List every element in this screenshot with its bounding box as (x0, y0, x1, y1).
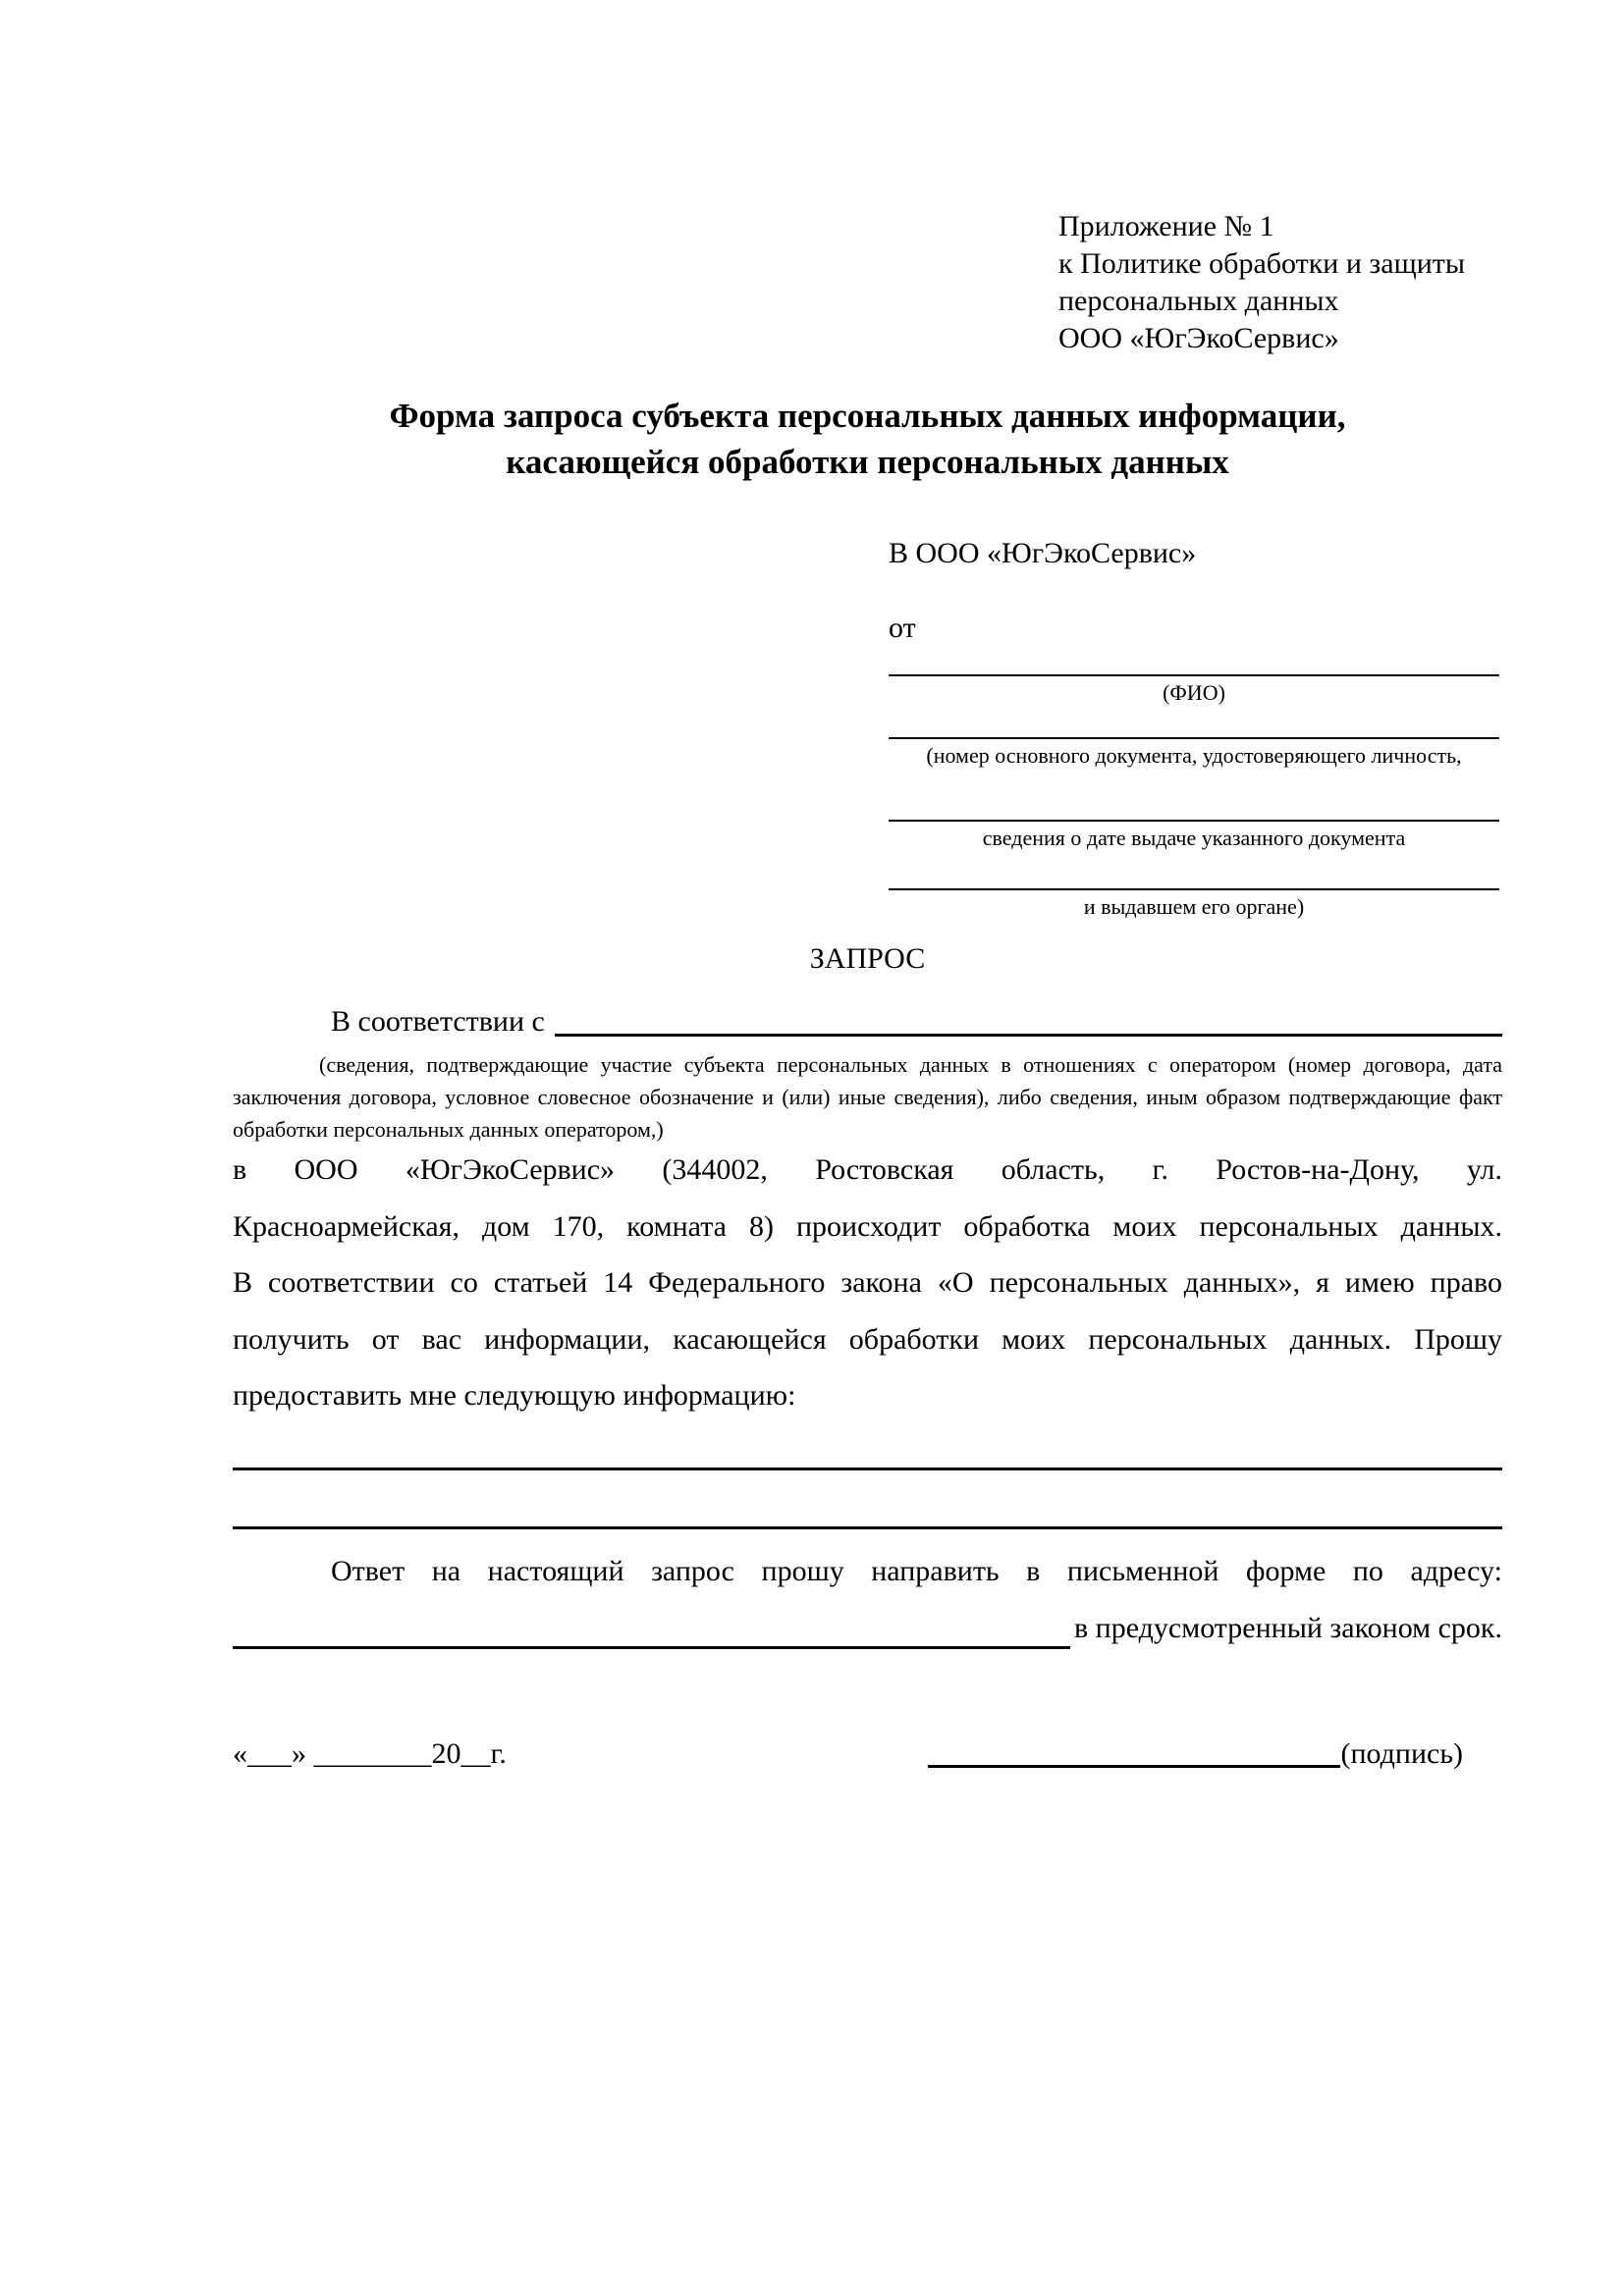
info-blank-line-1[interactable] (233, 1432, 1502, 1470)
answer-paragraph (233, 1543, 1502, 1656)
row-spacer (507, 1734, 929, 1775)
issue-date-caption: сведения о дате выдаче указанного документа (982, 826, 1406, 850)
issuing-authority-caption: и выдавшем его органе) (1083, 894, 1305, 919)
accordance-note (233, 1048, 1502, 1146)
body-line: в ООО «ЮгЭкоСервис» (344002, Ростовская область, г. Ростов-на-Дону, ул. (233, 1153, 1502, 1186)
note-line: заключения договора, условное словесное обозначение и (или) иные сведения), либо сведения, иным образом подтверждающие факт (233, 1085, 1502, 1109)
note-line: (сведения, подтверждающие участие субъекта персональных данных в отношениях с оператором (номер договора, дата (319, 1052, 1502, 1077)
answer-request-line: Ответ на настоящий запрос прошу направить в письменной форме по адресу: (331, 1555, 1502, 1587)
date-signature-row (233, 1734, 1463, 1775)
paragraph-indent (233, 1003, 331, 1041)
appendix-line: к Политике обработки и защиты (1058, 247, 1466, 280)
appendix-block (1058, 208, 1465, 357)
info-blank-line-2[interactable] (233, 1491, 1502, 1529)
doc-number-caption: (номер основного документа, удостоверяющего личность, (926, 743, 1462, 768)
accordance-fill-line[interactable] (555, 1003, 1502, 1037)
document-title (233, 393, 1502, 485)
accordance-row (233, 1003, 1502, 1041)
body-line: Красноармейская, дом 170, комната 8) происходит обработка моих персональных данных. (233, 1209, 1502, 1243)
issue-date-fill-line[interactable] (889, 784, 1499, 822)
body-line: В соответствии со статьей 14 Федерального закона «О персональных данных», я имею право (233, 1266, 1502, 1299)
body-line: предоставить мне следующую информацию: (233, 1379, 796, 1412)
fio-caption: (ФИО) (1163, 680, 1225, 705)
body-paragraph (233, 1142, 1502, 1424)
issuing-authority-fill-line[interactable] (889, 853, 1499, 890)
body-line: получить от вас информации, касающейся обработки моих персональных данных. Прошу (233, 1322, 1502, 1356)
signature-fill-line[interactable] (928, 1734, 1340, 1768)
answer-address-row (233, 1600, 1502, 1657)
address-fill-line[interactable] (233, 1600, 1070, 1650)
signature-caption: (подпись) (1340, 1737, 1463, 1770)
answer-tail-text: в предусмотренный законом срок. (1074, 1611, 1502, 1644)
addressee-block (889, 537, 1499, 930)
fio-fill-line[interactable] (889, 639, 1499, 676)
appendix-line: персональных данных (1058, 285, 1339, 317)
request-heading: ЗАПРОС (809, 942, 926, 975)
appendix-line: ООО «ЮгЭкоСервис» (1058, 322, 1339, 354)
date-fill-text[interactable]: «___» ________20__г. (233, 1737, 507, 1770)
addressee-from-label: от (889, 612, 916, 644)
title-line: касающейся обработки персональных данных (506, 443, 1229, 481)
note-line: обработки персональных данных оператором,) (233, 1117, 664, 1142)
title-line: Форма запроса субъекта персональных данных информации, (389, 397, 1346, 435)
accordance-lead-text: В соответствии с (331, 1005, 545, 1038)
appendix-line: Приложение № 1 (1058, 210, 1274, 242)
addressee-to-line: В ООО «ЮгЭкоСервис» (889, 537, 1197, 569)
doc-number-fill-line[interactable] (889, 702, 1499, 739)
